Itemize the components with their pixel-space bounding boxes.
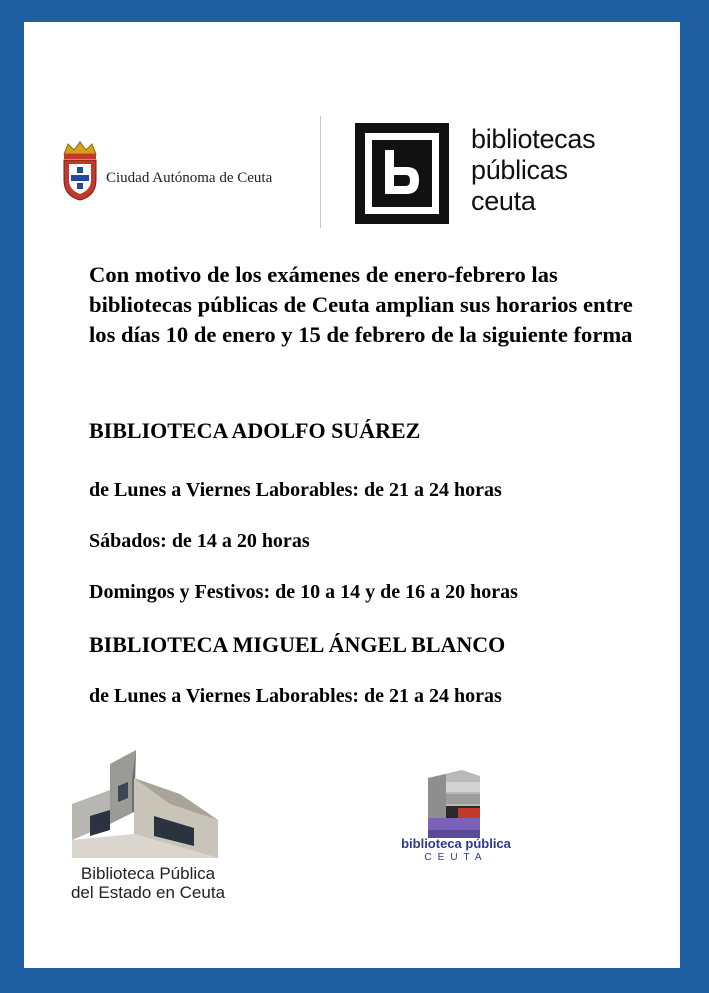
- library-title: BIBLIOTECA MIGUEL ÁNGEL BLANCO: [89, 632, 506, 657]
- bpe-caption-line: Biblioteca Pública: [80, 864, 216, 883]
- header-divider: [320, 116, 321, 228]
- wordmark-line: ceuta: [471, 185, 536, 216]
- wordmark-line: públicas: [471, 154, 568, 185]
- intro-paragraph: Con motivo de los exámenes de enero-febrero las bibliotecas públicas de Ceuta amplian sus horarios entre los días 10 de enero y 15 de febrero de la siguiente forma: [89, 262, 633, 347]
- wordmark-line: bibliotecas: [471, 124, 596, 154]
- schedule-line: de Lunes a Viernes Laborables: de 21 a 24 horas: [89, 685, 502, 707]
- schedule-line: Sábados: de 14 a 20 horas: [89, 530, 310, 552]
- ceuta-name: Ciudad Autónoma de Ceuta: [106, 170, 273, 186]
- bpc-caption: [376, 836, 536, 863]
- bibliotecas-wordmark: [471, 124, 671, 216]
- bpc-caption-title: biblioteca pública: [401, 836, 511, 851]
- bpe-caption-line: del Estado en Ceuta: [70, 883, 226, 903]
- schedule-line: Domingos y Festivos: de 10 a 14 y de 16 a 20 horas: [89, 581, 518, 603]
- bpc-caption-city: CEUTA: [424, 852, 488, 863]
- schedule-line: de Lunes a Viernes Laborables: de 21 a 24 horas: [89, 479, 502, 501]
- bpe-caption: [58, 864, 238, 902]
- ceuta-coat-of-arms-icon: [56, 140, 104, 202]
- document-page: [24, 22, 680, 968]
- bpe-building-logo-icon: [70, 750, 220, 860]
- library-title: BIBLIOTECA ADOLFO SUÁREZ: [89, 418, 421, 443]
- bpc-building-logo-icon: [422, 768, 484, 844]
- bibliotecas-b-logo-icon: [355, 123, 449, 224]
